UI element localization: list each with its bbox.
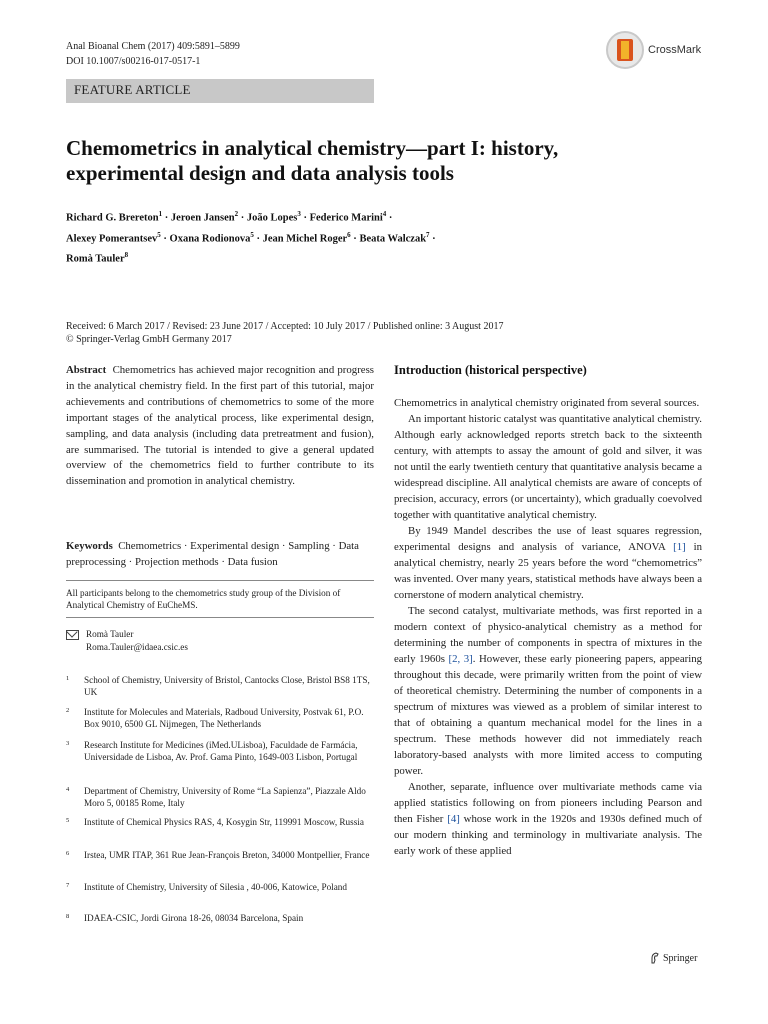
affiliation-number: 4 bbox=[66, 786, 70, 793]
affiliation-number: 3 bbox=[66, 740, 70, 747]
affiliation-text: IDAEA-CSIC, Jordi Girona 18-26, 08034 Barcelona, Spain bbox=[84, 913, 304, 923]
article-title bbox=[66, 136, 666, 186]
crossmark-icon bbox=[606, 31, 644, 69]
author-name[interactable]: Alexey Pomerantsev bbox=[66, 233, 158, 244]
affiliation-text: Department of Chemistry, University of Rome “La Sapienza”, Piazzale Aldo Moro 5, 00185 Rome, Italy bbox=[84, 786, 366, 808]
author-name[interactable]: Richard G. Brereton bbox=[66, 212, 159, 224]
divider bbox=[66, 617, 374, 618]
title-line-2: experimental design and data analysis tools bbox=[66, 161, 454, 185]
paragraph: The second catalyst, multivariate methods, was first reported in a modern context of physico-analytical chemistry as a method for determining the number of components in spectra of mixtures in the early 1960s [2, 3]. However, these early pioneering papers, appearing throughout this decade, were primarily written from the point of view of theoretical chemistry. Determining the number of components in a spectrum of mixtures was viewed as a problem of similar interest to that of obtaining a quantum mechanical model for the lines in a spectrum. These methods however did not immediately reach laboratory-based analysts with more limited access to computing power. bbox=[394, 605, 703, 777]
author-affiliation-ref: 1 bbox=[158, 210, 163, 218]
citation-link[interactable]: [1] bbox=[673, 541, 686, 553]
affiliation-number: 5 bbox=[66, 817, 70, 824]
article-type-label: FEATURE ARTICLE bbox=[74, 82, 191, 97]
affiliation-text: Irstea, UMR ITAP, 361 Rue Jean-François Breton, 34000 Montpellier, France bbox=[84, 850, 370, 860]
copyright-notice: © Springer-Verlag GmbH Germany 2017 bbox=[66, 334, 232, 345]
affiliation-number: 6 bbox=[66, 850, 70, 857]
affiliation-text: Institute for Molecules and Materials, Radboud University, Postvak 61, P.O. Box 9010, 6500 GL Nijmegen, The Netherlands bbox=[84, 707, 364, 729]
keywords-text: Chemometrics · Experimental design · Sampling · Data preprocessing · Projection methods · Data fusion bbox=[66, 540, 359, 568]
author-affiliation-ref: 7 bbox=[426, 230, 430, 239]
participants-note: All participants belong to the chemometrics study group of the Division of Analytical Chemistry of EuCheMS. bbox=[66, 588, 341, 610]
crossmark-badge[interactable] bbox=[606, 31, 701, 69]
divider bbox=[66, 580, 374, 581]
citation-link[interactable]: [2, 3] bbox=[448, 653, 473, 665]
history-dates: Received: 6 March 2017 / Revised: 23 June 2017 / Accepted: 10 July 2017 / Published online: 3 August 2017 bbox=[66, 321, 504, 332]
author-name[interactable]: João Lopes bbox=[246, 212, 298, 224]
affiliation-text: Research Institute for Medicines (iMed.ULisboa), Faculdade de Farmácia, Universidade de Lisboa, Av. Prof. Gama Pinto, 1649-003 Lisbon, Portugal bbox=[84, 740, 358, 762]
publication-history bbox=[66, 320, 706, 346]
keywords bbox=[66, 539, 374, 571]
keywords-label: Keywords bbox=[66, 540, 113, 552]
affiliation-number: 1 bbox=[66, 675, 70, 682]
abstract-label: Abstract bbox=[66, 364, 107, 376]
publisher-name: Springer bbox=[663, 952, 698, 964]
author-affiliation-ref: 8 bbox=[124, 251, 129, 259]
paragraph: Chemometrics in analytical chemistry originated from several sources. bbox=[394, 397, 700, 409]
affiliation-number: 7 bbox=[66, 882, 70, 889]
title-line-1: Chemometrics in analytical chemistry—part I: history, bbox=[66, 136, 559, 160]
author-affiliation-ref: 3 bbox=[297, 210, 301, 218]
journal-citation: Anal Bioanal Chem (2017) 409:5891–5899 bbox=[66, 41, 240, 52]
paragraph: By 1949 Mandel describes the use of least squares regression, experimental designs and analysis of variance, ANOVA [1] in analytical chemistry, nearly 25 years before the word “chemometrics” was invented. Over many years, statistical methods have always been a cornerstone of modern analytical chemistry. bbox=[394, 525, 702, 601]
section-heading: Introduction (historical perspective) bbox=[394, 363, 587, 377]
affiliation-number: 2 bbox=[66, 707, 70, 714]
affiliation-text: Institute of Chemical Physics RAS, 4, Kosygin Str, 119991 Moscow, Russia bbox=[84, 817, 364, 827]
springer-horse-icon bbox=[650, 952, 660, 964]
abstract-text: Chemometrics has achieved major recognition and progress in the analytical chemistry field. In the first part of this tutorial, major achievements and contributions of chemometrics to some of the more important stages of the analytical process, like experimental design, sampling, and data analysis (including data pretreatment and fusion), are summarised. The tutorial is intended to give a general updated overview of the chemometrics field to further contribute to its dissemination and promotion in analytical chemistry. bbox=[66, 364, 374, 488]
doi-link[interactable]: DOI 10.1007/s00216-017-0517-1 bbox=[66, 56, 201, 67]
paragraph: Another, separate, influence over multivariate methods came via applied statistics following on from pioneers including Pearson and then Fisher [4] whose work in the 1920s and 1930s defined much of our modern thinking and terminology in multivariate analysis. The early work of these applied bbox=[394, 781, 702, 857]
envelope-icon bbox=[66, 630, 79, 640]
author-name[interactable]: Romà Tauler bbox=[66, 253, 125, 265]
affiliation-text: School of Chemistry, University of Bristol, Cantocks Close, Bristol BS8 1TS, UK bbox=[84, 675, 370, 697]
paragraph: An important historic catalyst was quantitative analytical chemistry. Although early acknowledged reports stretch back to the sixteenth century, with attempts to assay the amount of gold and silver, it was not until the early twentieth century that quantitative analysis became a widespread discipline. All analytical chemists are aware of concepts of precision, accuracy, errors (or uncertainty), which gradually coevolved together with quantitative analytical chemistry. bbox=[394, 413, 702, 521]
author-name[interactable]: Jean Michel Roger bbox=[262, 233, 348, 244]
affiliation-number: 8 bbox=[66, 913, 70, 920]
introduction-body bbox=[394, 395, 702, 859]
author-affiliation-ref: 6 bbox=[347, 230, 351, 239]
author-list: Richard G. Brereton$^1$ · Jeroen Jansen$^2$ · João Lopes$^3$ · Federico Marini$^4$ · Alexey Pomerantsev$^5$ · Oxana Rodionova$^5$ · Jean Michel Roger$^6$ · Beata Walczak$^7$ · Romà Tauler$^8$ bbox=[66, 210, 436, 265]
author-affiliation-ref: 4 bbox=[382, 210, 387, 218]
citation-link[interactable]: [4] bbox=[447, 813, 460, 825]
publisher-logo bbox=[650, 952, 697, 964]
author-name[interactable]: Federico Marini bbox=[309, 212, 383, 224]
author-affiliation-ref: 2 bbox=[234, 210, 239, 218]
author-name[interactable]: Jeroen Jansen bbox=[170, 212, 235, 224]
affiliation-text: Institute of Chemistry, University of Silesia , 40-006, Katowice, Poland bbox=[84, 882, 347, 892]
author-affiliation-ref: 5 bbox=[157, 230, 161, 239]
article-type-banner bbox=[66, 79, 374, 103]
author-affiliation-ref: 5 bbox=[250, 230, 254, 239]
corresponding-author: Romà Tauler bbox=[86, 629, 134, 639]
abstract bbox=[66, 363, 374, 490]
corresponding-email[interactable]: Roma.Tauler@idaea.csic.es bbox=[86, 642, 188, 652]
crossmark-label: CrossMark bbox=[648, 44, 702, 56]
author-name[interactable]: Beata Walczak bbox=[359, 233, 427, 244]
author-name[interactable]: Oxana Rodionova bbox=[169, 233, 251, 244]
